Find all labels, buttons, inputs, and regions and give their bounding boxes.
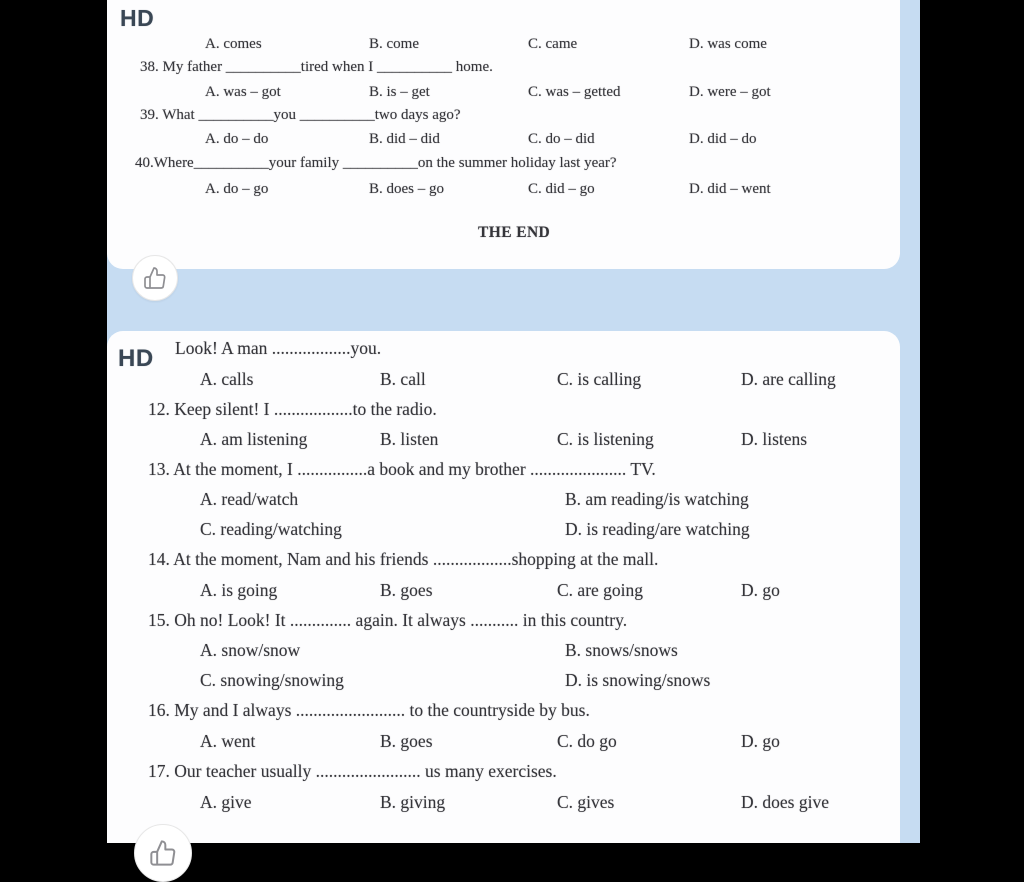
option-d: D. are calling: [741, 369, 836, 389]
option-b: B. goes: [380, 731, 433, 751]
option-a: A. comes: [205, 36, 262, 52]
option-b: B. call: [380, 369, 426, 389]
option-d: D. did – do: [689, 131, 757, 147]
question-text-39: 39. What __________you __________two days ago?: [140, 107, 461, 123]
question-text-15: 15. Oh no! Look! It .............. again. It always ........... in this country.: [148, 610, 628, 630]
option-b: B. am reading/is watching: [565, 489, 749, 509]
option-a: A. is going: [200, 580, 278, 600]
option-d: D. was come: [689, 36, 767, 52]
option-b: B. snows/snows: [565, 640, 678, 660]
option-c: C. came: [528, 36, 578, 52]
option-b: B. did – did: [369, 131, 440, 147]
option-d: D. did – went: [689, 181, 771, 197]
thumbs-up-icon: [149, 839, 177, 867]
option-d: D. listens: [741, 429, 808, 449]
option-d: D. is snowing/snows: [565, 670, 711, 690]
option-b: B. listen: [380, 429, 439, 449]
option-c: C. reading/watching: [200, 519, 342, 539]
option-a: A. snow/snow: [200, 640, 301, 660]
page-background: [107, 0, 920, 843]
option-a: A. was – got: [205, 84, 281, 100]
question-text-38: 38. My father __________tired when I __________ home.: [140, 59, 493, 75]
option-a: A. read/watch: [200, 489, 299, 509]
question-text-14: 14. At the moment, Nam and his friends ..................shopping at the mall.: [148, 549, 659, 569]
option-c: C. gives: [557, 792, 615, 812]
question-text-13: 13. At the moment, I ................a book and my brother ...................... TV.: [148, 459, 656, 479]
question-text-11: Look! A man ..................you.: [175, 338, 382, 358]
option-d: D. go: [741, 580, 780, 600]
option-c: C. was – getted: [528, 84, 621, 100]
like-button-partial[interactable]: [134, 824, 192, 882]
option-d: D. is reading/are watching: [565, 519, 750, 539]
option-a: A. give: [200, 792, 252, 812]
option-b: B. giving: [380, 792, 446, 812]
option-d: D. go: [741, 731, 780, 751]
option-d: D. does give: [741, 792, 829, 812]
like-button[interactable]: [132, 255, 178, 301]
thumbs-up-icon: [143, 266, 167, 290]
option-b: B. does – go: [369, 181, 444, 197]
question-text-40: 40.Where__________your family __________on the summer holiday last year?: [135, 155, 617, 171]
question-text-16: 16. My and I always ......................... to the countryside by bus.: [148, 700, 590, 720]
option-a: A. do – go: [205, 181, 269, 197]
option-c: C. snowing/snowing: [200, 670, 344, 690]
option-d: D. were – got: [689, 84, 771, 100]
option-b: B. come: [369, 36, 419, 52]
option-a: A. calls: [200, 369, 254, 389]
option-a: A. went: [200, 731, 256, 751]
question-text-17: 17. Our teacher usually ........................ us many exercises.: [148, 761, 557, 781]
hd-watermark: HD: [120, 5, 155, 31]
option-c: C. did – go: [528, 181, 595, 197]
option-c: C. is listening: [557, 429, 654, 449]
option-c: C. do – did: [528, 131, 595, 147]
option-a: A. am listening: [200, 429, 308, 449]
option-c: C. do go: [557, 731, 617, 751]
hd-watermark: HD: [118, 345, 154, 372]
option-b: B. is – get: [369, 84, 430, 100]
quiz-card-top: [107, 0, 900, 269]
option-a: A. do – do: [205, 131, 269, 147]
quiz-card-bottom: [107, 331, 900, 843]
option-c: C. are going: [557, 580, 644, 600]
option-b: B. goes: [380, 580, 433, 600]
option-c: C. is calling: [557, 369, 642, 389]
question-text-12: 12. Keep silent! I ..................to the radio.: [148, 399, 437, 419]
the-end-label: THE END: [478, 224, 551, 241]
